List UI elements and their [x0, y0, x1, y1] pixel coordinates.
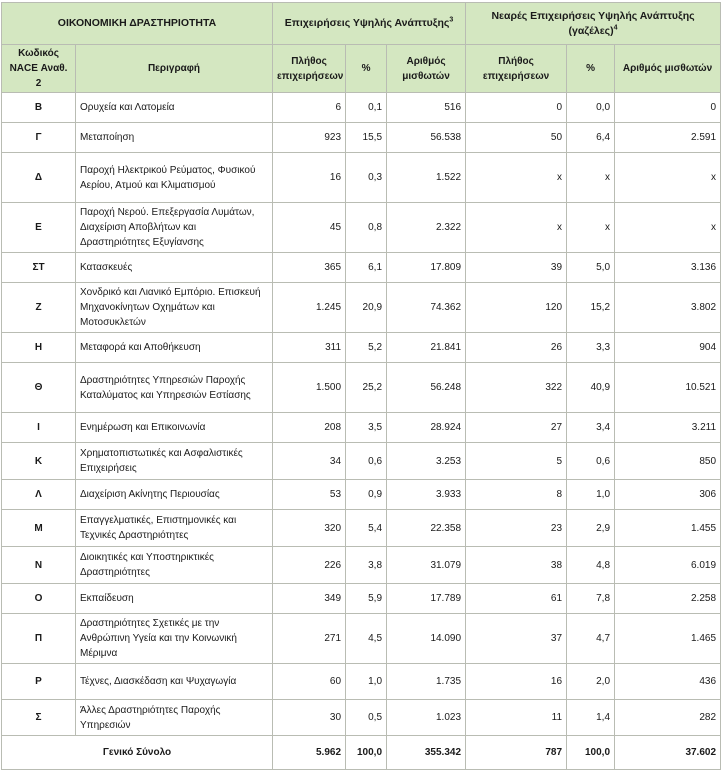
- header-row-columns: [2, 45, 721, 93]
- row-employees-gazelles: 10.521: [615, 363, 721, 413]
- row-description: Μεταποίηση: [76, 123, 273, 153]
- row-code: Ο: [2, 584, 76, 614]
- row-employees-gazelles: 1.455: [615, 510, 721, 547]
- total-count-high-growth: 5.962: [273, 736, 346, 770]
- gazelles-title: Νεαρές Επιχειρήσεις Υψηλής Ανάπτυξης (γαζέλες): [491, 9, 695, 37]
- row-percent-gazelles: 2,0: [567, 664, 615, 700]
- gazelles-footnote: 4: [613, 24, 618, 31]
- row-percent-gazelles: 6,4: [567, 123, 615, 153]
- row-percent-high-growth: 0,8: [346, 203, 387, 253]
- row-employees-gazelles: 6.019: [615, 547, 721, 584]
- row-employees-high-growth: 22.358: [387, 510, 466, 547]
- row-count-high-growth: 923: [273, 123, 346, 153]
- table-row: [2, 253, 721, 283]
- row-code: Ν: [2, 547, 76, 584]
- table-row: [2, 93, 721, 123]
- row-percent-high-growth: 3,5: [346, 413, 387, 443]
- percent-column-header-1: %: [346, 45, 387, 93]
- row-count-high-growth: 34: [273, 443, 346, 480]
- row-employees-high-growth: 3.253: [387, 443, 466, 480]
- row-count-gazelles: x: [466, 203, 567, 253]
- row-count-gazelles: 5: [466, 443, 567, 480]
- row-code: Θ: [2, 363, 76, 413]
- row-code: Σ: [2, 700, 76, 736]
- row-count-high-growth: 53: [273, 480, 346, 510]
- high-growth-header: [273, 3, 466, 45]
- row-percent-high-growth: 5,9: [346, 584, 387, 614]
- row-employees-high-growth: 1.735: [387, 664, 466, 700]
- row-employees-gazelles: 282: [615, 700, 721, 736]
- row-percent-gazelles: 4,7: [567, 614, 615, 664]
- row-count-gazelles: 61: [466, 584, 567, 614]
- row-employees-high-growth: 14.090: [387, 614, 466, 664]
- row-description: Χονδρικό και Λιανικό Εμπόριο. Επισκευή Μηχανοκίνητων Οχημάτων και Μοτοσυκλετών: [76, 283, 273, 333]
- row-count-gazelles: 16: [466, 664, 567, 700]
- row-employees-high-growth: 3.933: [387, 480, 466, 510]
- row-percent-high-growth: 3,8: [346, 547, 387, 584]
- row-percent-high-growth: 0,3: [346, 153, 387, 203]
- high-growth-footnote: 3: [449, 16, 454, 24]
- row-code: Γ: [2, 123, 76, 153]
- row-count-gazelles: 50: [466, 123, 567, 153]
- row-employees-gazelles: 904: [615, 333, 721, 363]
- row-percent-high-growth: 5,4: [346, 510, 387, 547]
- table-row: [2, 203, 721, 253]
- row-count-gazelles: 11: [466, 700, 567, 736]
- row-employees-high-growth: 21.841: [387, 333, 466, 363]
- row-count-gazelles: 37: [466, 614, 567, 664]
- row-employees-high-growth: 2.322: [387, 203, 466, 253]
- row-description: Άλλες Δραστηριότητες Παροχής Υπηρεσιών: [76, 700, 273, 736]
- row-description: Δραστηριότητες Σχετικές με την Ανθρώπινη Υγεία και την Κοινωνική Μέριμνα: [76, 614, 273, 664]
- table-row: [2, 333, 721, 363]
- row-count-gazelles: 23: [466, 510, 567, 547]
- row-percent-gazelles: 15,2: [567, 283, 615, 333]
- count-column-header-1: Πλήθος επιχειρήσεων: [273, 45, 346, 93]
- row-description: Τέχνες, Διασκέδαση και Ψυχαγωγία: [76, 664, 273, 700]
- row-percent-gazelles: 4,8: [567, 547, 615, 584]
- row-percent-gazelles: 3,3: [567, 333, 615, 363]
- row-count-gazelles: 38: [466, 547, 567, 584]
- row-code: Μ: [2, 510, 76, 547]
- row-count-high-growth: 6: [273, 93, 346, 123]
- row-employees-gazelles: 1.465: [615, 614, 721, 664]
- row-description: Μεταφορά και Αποθήκευση: [76, 333, 273, 363]
- row-description: Κατασκευές: [76, 253, 273, 283]
- row-percent-high-growth: 1,0: [346, 664, 387, 700]
- table-row: [2, 283, 721, 333]
- row-code: Β: [2, 93, 76, 123]
- row-percent-high-growth: 0,5: [346, 700, 387, 736]
- percent-column-header-2: %: [567, 45, 615, 93]
- total-label: Γενικό Σύνολο: [2, 736, 273, 770]
- row-percent-gazelles: 1,0: [567, 480, 615, 510]
- row-percent-gazelles: 1,4: [567, 700, 615, 736]
- row-count-gazelles: 322: [466, 363, 567, 413]
- row-percent-high-growth: 0,6: [346, 443, 387, 480]
- row-percent-gazelles: 5,0: [567, 253, 615, 283]
- row-count-high-growth: 320: [273, 510, 346, 547]
- row-description: Ορυχεία και Λατομεία: [76, 93, 273, 123]
- row-code: Ι: [2, 413, 76, 443]
- economic-activity-header: ΟΙΚΟΝΟΜΙΚΗ ΔΡΑΣΤΗΡΙΟΤΗΤΑ: [2, 3, 273, 45]
- code-column-header: Κωδικός NACE Αναθ. 2: [2, 45, 76, 93]
- row-employees-gazelles: 3.211: [615, 413, 721, 443]
- row-description: Χρηματοπιστωτικές και Ασφαλιστικές Επιχειρήσεις: [76, 443, 273, 480]
- row-count-high-growth: 1.500: [273, 363, 346, 413]
- row-percent-gazelles: 3,4: [567, 413, 615, 443]
- row-percent-gazelles: x: [567, 153, 615, 203]
- row-description: Διαχείριση Ακίνητης Περιουσίας: [76, 480, 273, 510]
- row-count-gazelles: 0: [466, 93, 567, 123]
- row-employees-high-growth: 516: [387, 93, 466, 123]
- row-employees-high-growth: 1.522: [387, 153, 466, 203]
- table-row: [2, 664, 721, 700]
- row-percent-high-growth: 20,9: [346, 283, 387, 333]
- row-count-gazelles: 120: [466, 283, 567, 333]
- row-percent-high-growth: 4,5: [346, 614, 387, 664]
- row-percent-high-growth: 15,5: [346, 123, 387, 153]
- employees-column-header-1: Αριθμός μισθωτών: [387, 45, 466, 93]
- table-row: [2, 480, 721, 510]
- header-row-groups: [2, 3, 721, 45]
- row-count-gazelles: x: [466, 153, 567, 203]
- row-count-high-growth: 60: [273, 664, 346, 700]
- row-count-high-growth: 45: [273, 203, 346, 253]
- row-employees-gazelles: 2.591: [615, 123, 721, 153]
- row-employees-high-growth: 28.924: [387, 413, 466, 443]
- row-description: Παροχή Ηλεκτρικού Ρεύματος, Φυσικού Αερίου, Ατμού και Κλιματισμού: [76, 153, 273, 203]
- row-count-high-growth: 16: [273, 153, 346, 203]
- row-employees-high-growth: 1.023: [387, 700, 466, 736]
- row-code: Ε: [2, 203, 76, 253]
- row-percent-gazelles: 0,0: [567, 93, 615, 123]
- row-percent-high-growth: 25,2: [346, 363, 387, 413]
- row-count-gazelles: 27: [466, 413, 567, 443]
- row-employees-gazelles: 3.136: [615, 253, 721, 283]
- high-growth-title: Επιχειρήσεις Υψηλής Ανάπτυξης: [284, 17, 450, 29]
- table-body: [2, 93, 721, 770]
- row-employees-high-growth: 17.789: [387, 584, 466, 614]
- count-column-header-2: Πλήθος επιχειρήσεων: [466, 45, 567, 93]
- row-code: ΣΤ: [2, 253, 76, 283]
- row-employees-gazelles: 2.258: [615, 584, 721, 614]
- row-employees-high-growth: 74.362: [387, 283, 466, 333]
- row-employees-gazelles: x: [615, 153, 721, 203]
- row-employees-high-growth: 17.809: [387, 253, 466, 283]
- row-employees-high-growth: 56.248: [387, 363, 466, 413]
- row-count-gazelles: 8: [466, 480, 567, 510]
- statistics-table: [1, 2, 721, 770]
- row-percent-gazelles: x: [567, 203, 615, 253]
- row-count-high-growth: 208: [273, 413, 346, 443]
- row-employees-gazelles: 436: [615, 664, 721, 700]
- row-employees-gazelles: 0: [615, 93, 721, 123]
- row-description: Ενημέρωση και Επικοινωνία: [76, 413, 273, 443]
- row-percent-high-growth: 0,9: [346, 480, 387, 510]
- row-description: Δραστηριότητες Υπηρεσιών Παροχής Καταλύματος και Υπηρεσιών Εστίασης: [76, 363, 273, 413]
- row-description: Εκπαίδευση: [76, 584, 273, 614]
- row-code: Ρ: [2, 664, 76, 700]
- table-row: [2, 510, 721, 547]
- table-row: [2, 614, 721, 664]
- row-description: Διοικητικές και Υποστηρικτικές Δραστηριότητες: [76, 547, 273, 584]
- row-percent-gazelles: 2,9: [567, 510, 615, 547]
- row-employees-gazelles: x: [615, 203, 721, 253]
- row-percent-gazelles: 7,8: [567, 584, 615, 614]
- row-count-high-growth: 365: [273, 253, 346, 283]
- total-count-gazelles: 787: [466, 736, 567, 770]
- row-percent-high-growth: 6,1: [346, 253, 387, 283]
- row-employees-high-growth: 56.538: [387, 123, 466, 153]
- total-employees-gazelles: 37.602: [615, 736, 721, 770]
- total-percent-gazelles: 100,0: [567, 736, 615, 770]
- row-employees-gazelles: 306: [615, 480, 721, 510]
- row-count-high-growth: 311: [273, 333, 346, 363]
- row-employees-high-growth: 31.079: [387, 547, 466, 584]
- table-row: [2, 153, 721, 203]
- row-code: Δ: [2, 153, 76, 203]
- row-code: Κ: [2, 443, 76, 480]
- row-count-high-growth: 1.245: [273, 283, 346, 333]
- description-column-header: Περιγραφή: [76, 45, 273, 93]
- row-description: Επαγγελματικές, Επιστημονικές και Τεχνικές Δραστηριότητες: [76, 510, 273, 547]
- row-percent-high-growth: 5,2: [346, 333, 387, 363]
- row-description: Παροχή Νερού. Επεξεργασία Λυμάτων, Διαχείριση Αποβλήτων και Δραστηριότητες Εξυγίανσης: [76, 203, 273, 253]
- row-count-high-growth: 349: [273, 584, 346, 614]
- row-count-gazelles: 26: [466, 333, 567, 363]
- total-employees-high-growth: 355.342: [387, 736, 466, 770]
- row-employees-gazelles: 3.802: [615, 283, 721, 333]
- total-percent-high-growth: 100,0: [346, 736, 387, 770]
- row-percent-gazelles: 0,6: [567, 443, 615, 480]
- row-count-gazelles: 39: [466, 253, 567, 283]
- table-row: [2, 547, 721, 584]
- row-employees-gazelles: 850: [615, 443, 721, 480]
- row-count-high-growth: 30: [273, 700, 346, 736]
- table-row: [2, 413, 721, 443]
- table-row: [2, 443, 721, 480]
- total-row: [2, 736, 721, 770]
- row-code: Η: [2, 333, 76, 363]
- row-percent-gazelles: 40,9: [567, 363, 615, 413]
- table-row: [2, 700, 721, 736]
- employees-column-header-2: Αριθμός μισθωτών: [615, 45, 721, 93]
- row-code: Π: [2, 614, 76, 664]
- gazelles-header: [466, 3, 721, 45]
- table-row: [2, 584, 721, 614]
- row-count-high-growth: 226: [273, 547, 346, 584]
- row-code: Ζ: [2, 283, 76, 333]
- row-code: Λ: [2, 480, 76, 510]
- table-row: [2, 123, 721, 153]
- row-percent-high-growth: 0,1: [346, 93, 387, 123]
- row-count-high-growth: 271: [273, 614, 346, 664]
- table-row: [2, 363, 721, 413]
